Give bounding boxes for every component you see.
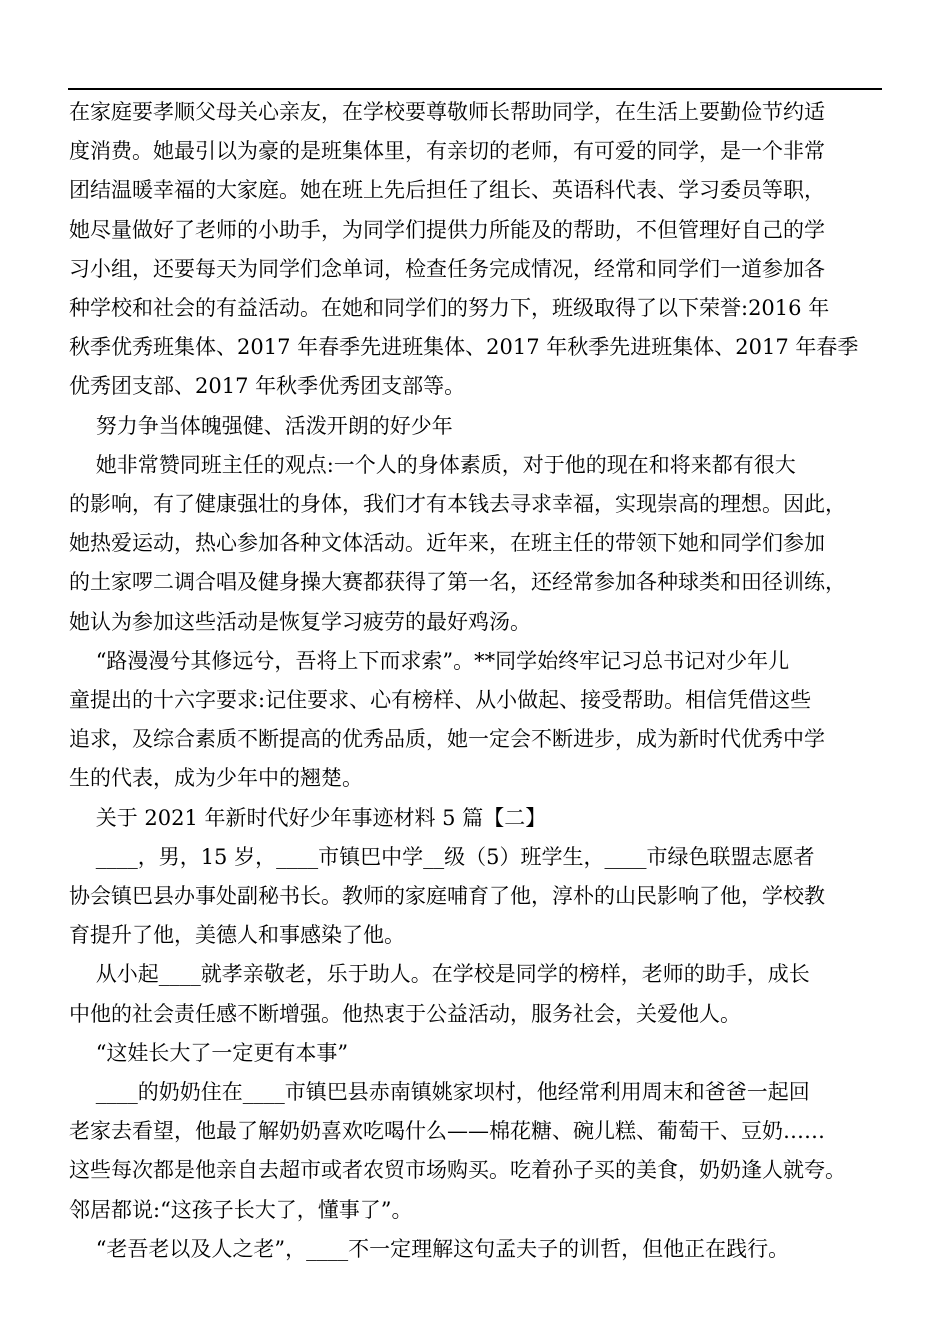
text-line: 她尽量做好了老师的小助手，为同学们提供力所能及的帮助，不但管理好自己的学 <box>69 217 825 242</box>
text-line: 努力争当体魄强健、活泼开朗的好少年 <box>69 413 453 438</box>
text-line: 她非常赞同班主任的观点:一个人的身体素质，对于他的现在和将来都有很大 <box>69 452 796 477</box>
text-line: “这娃长大了一定更有本事” <box>69 1040 349 1065</box>
text-line: 度消费。她最引以为豪的是班集体里，有亲切的老师，有可爱的同学，是一个非常 <box>69 139 825 164</box>
paragraph <box>69 955 889 1033</box>
text-line: 秋季优秀班集体、2017 年春季先进班集体、2017 年秋季先进班集体、2017 年春季 <box>69 335 859 360</box>
paragraph <box>69 93 889 407</box>
text-line: 这些每次都是他亲自去超市或者农贸市场购买。吃着孙子买的美食，奶奶逢人就夸。 <box>69 1158 846 1183</box>
text-line: 她认为参加这些活动是恢复学习疲劳的最好鸡汤。 <box>69 609 531 634</box>
text-line: 团结温暖幸福的大家庭。她在班上先后担任了组长、英语科代表、学习委员等职， <box>69 178 825 203</box>
paragraph <box>69 642 889 799</box>
text-line: 的土家啰二调合唱及健身操大赛都获得了第一名，还经常参加各种球类和田径训练， <box>69 570 846 595</box>
text-line: 从小起____就孝亲敬老，乐于助人。在学校是同学的榜样，老师的助手，成长 <box>69 962 810 987</box>
text-line: 种学校和社会的有益活动。在她和同学们的努力下，班级取得了以下荣誉:2016 年 <box>69 296 830 321</box>
paragraph <box>69 1073 889 1230</box>
paragraph <box>69 1230 889 1269</box>
text-line: “老吾老以及人之老”，____不一定理解这句孟夫子的训哲，但他正在践行。 <box>69 1236 790 1261</box>
text-line: 追求，及综合素质不断提高的优秀品质，她一定会不断进步，成为新时代优秀中学 <box>69 727 825 752</box>
text-line: 中他的社会责任感不断增强。他热衷于公益活动，服务社会，关爱他人。 <box>69 1001 741 1026</box>
text-line: 她热爱运动，热心参加各种文体活动。近年来，在班主任的带领下她和同学们参加 <box>69 531 825 556</box>
text-line: 协会镇巴县办事处副秘书长。教师的家庭哺育了他，淳朴的山民影响了他，学校教 <box>69 884 825 909</box>
text-line: 童提出的十六字要求:记住要求、心有榜样、从小做起、接受帮助。相信凭借这些 <box>69 688 812 713</box>
header-rule <box>68 88 882 90</box>
text-line: ____的奶奶住在____市镇巴县赤南镇姚家坝村，他经常利用周末和爸爸一起回 <box>69 1080 810 1105</box>
paragraph <box>69 407 889 446</box>
text-line: 育提升了他，美德人和事感染了他。 <box>69 923 405 948</box>
text-line: 生的代表，成为少年中的翘楚。 <box>69 766 363 791</box>
text-line: 老家去看望，他最了解奶奶喜欢吃喝什么——棉花糖、碗儿糕、葡萄干、豆奶…… <box>69 1119 825 1144</box>
text-line: 在家庭要孝顺父母关心亲友，在学校要尊敬师长帮助同学，在生活上要勤俭节约适 <box>69 100 825 124</box>
text-line: “路漫漫兮其修远兮，吾将上下而求索”。**同学始终牢记习总书记对少年儿 <box>69 648 790 673</box>
text-line: 优秀团支部、2017 年秋季优秀团支部等。 <box>69 374 466 399</box>
document-body <box>69 93 889 1269</box>
paragraph <box>69 838 889 956</box>
paragraph <box>69 446 889 642</box>
text-line: 习小组，还要每天为同学们念单词，检查任务完成情况，经常和同学们一道参加各 <box>69 256 825 281</box>
text-line: 的影响，有了健康强壮的身体，我们才有本钱去寻求幸福，实现崇高的理想。因此， <box>69 492 846 517</box>
text-line: 关于 2021 年新时代好少年事迹材料 5 篇【二】 <box>69 805 547 830</box>
text-line: 邻居都说:“这孩子长大了，懂事了”。 <box>69 1197 413 1222</box>
text-line: ____，男，15 岁，____市镇巴中学__级（5）班学生，____市绿色联盟志愿者 <box>69 844 815 869</box>
paragraph <box>69 1034 889 1073</box>
paragraph <box>69 799 889 838</box>
